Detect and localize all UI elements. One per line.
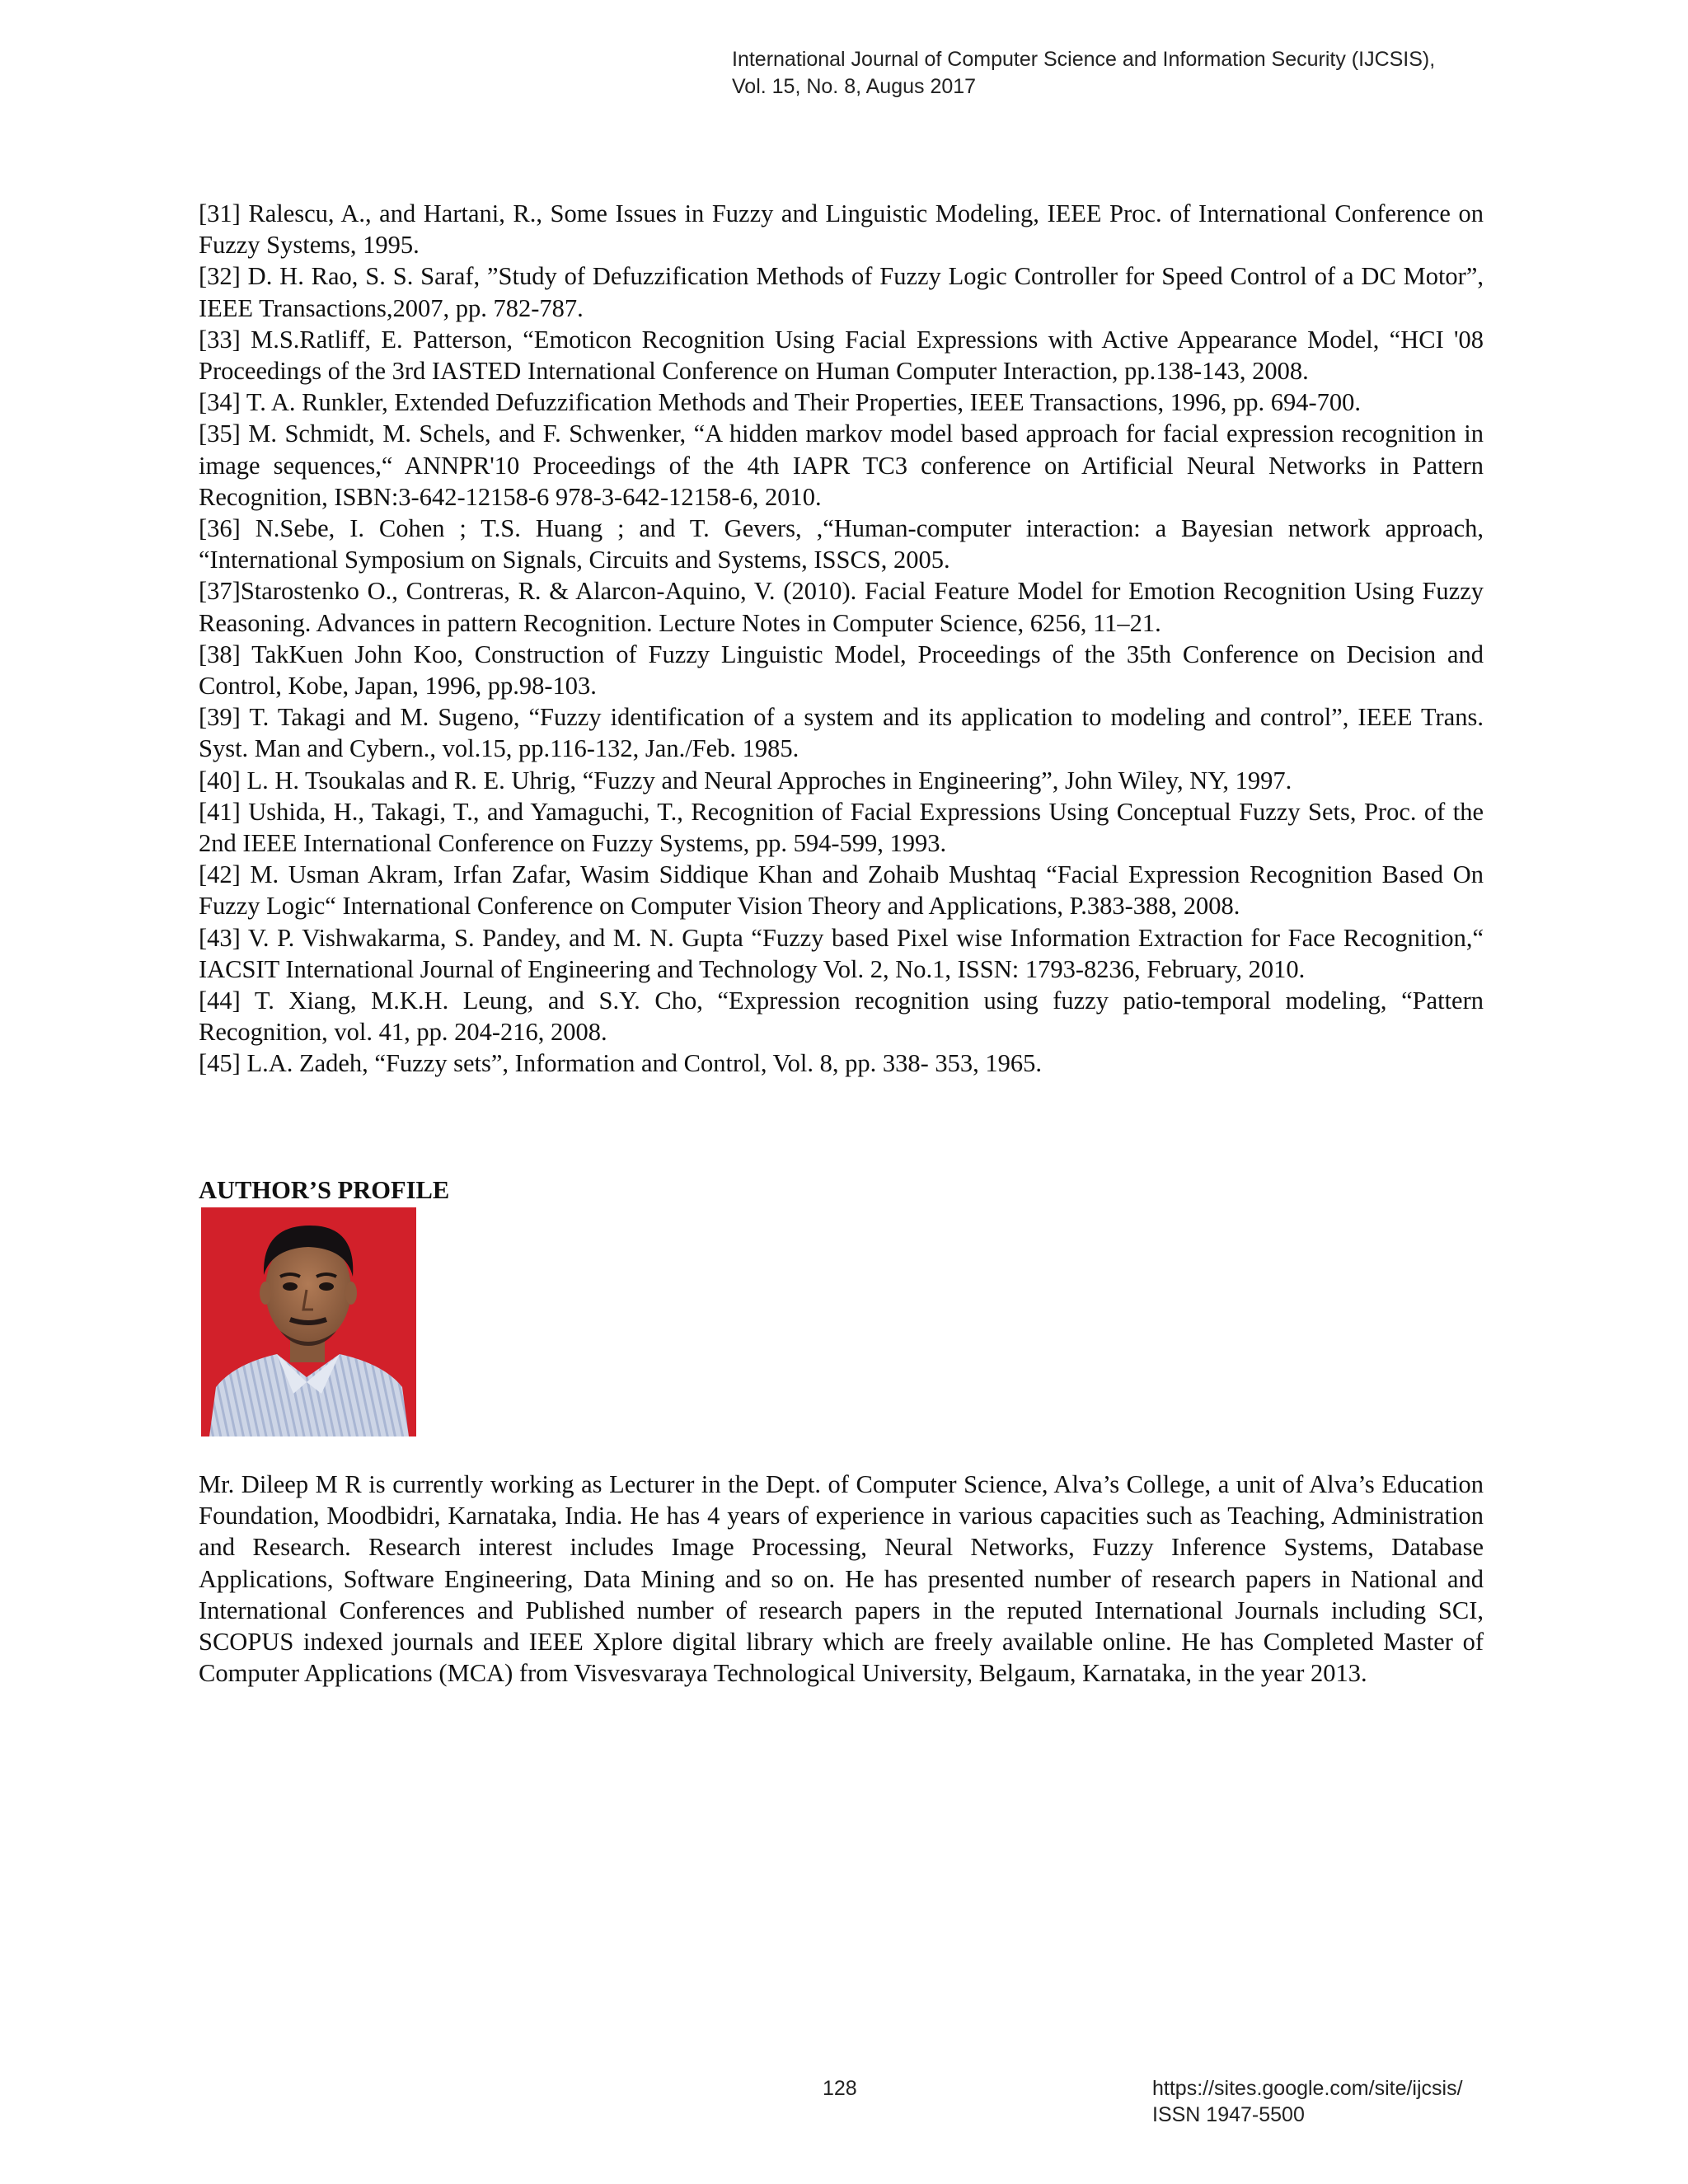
reference-item: [40] L. H. Tsoukalas and R. E. Uhrig, “Fuzzy and Neural Approches in Engineering”, John Wiley, NY, 1997. (199, 766, 1292, 794)
reference-item: [36] N.Sebe, I. Cohen ; T.S. Huang ; and T. Gevers, ,“Human-computer interaction: a Bayesian network approach, “International Symposium on Signals, Circuits and Systems, ISSCS, 2005. (199, 514, 1484, 574)
author-profile-heading: AUTHOR’S PROFILE (199, 1176, 450, 1204)
page-number: 128 (823, 2077, 857, 2100)
reference-item: [32] D. H. Rao, S. S. Saraf, ”Study of Defuzzification Methods of Fuzzy Logic Controller for Speed Control of a DC Motor”, IEEE Transactions,2007, pp. 782-787. (199, 262, 1484, 322)
reference-item: [33] M.S.Ratliff, E. Patterson, “Emoticon Recognition Using Facial Expressions with Active Appearance Model, “HCI '08 Proceedings of the 3rd IASTED International Conference on Human Computer Interaction, pp.138-143, 2008. (199, 325, 1484, 386)
reference-item: [39] T. Takagi and M. Sugeno, “Fuzzy identification of a system and its application to modeling and control”, IEEE Trans. Syst. Man and Cybern., vol.15, pp.116-132, Jan./Feb. 1985. (199, 703, 1484, 763)
journal-title: International Journal of Computer Science and Information Security (IJCSIS), (732, 48, 1436, 71)
journal-issn: ISSN 1947-5500 (1152, 2103, 1305, 2126)
reference-item: [42] M. Usman Akram, Irfan Zafar, Wasim Siddique Khan and Zohaib Mushtaq “Facial Expression Recognition Based On Fuzzy Logic“ International Conference on Computer Vision Theory and Applications, P.383-388, 2008. (199, 860, 1484, 921)
footer-info (1152, 2075, 1463, 2128)
reference-item: [45] L.A. Zadeh, “Fuzzy sets”, Information and Control, Vol. 8, pp. 338- 353, 1965. (199, 1049, 1043, 1078)
author-photo (201, 1207, 416, 1436)
reference-item: [41] Ushida, H., Takagi, T., and Yamaguchi, T., Recognition of Facial Expressions Using Conceptual Fuzzy Sets, Proc. of the 2nd IEEE International Conference on Fuzzy Systems, pp. 594-599, 1993. (199, 797, 1484, 858)
reference-item: [31] Ralescu, A., and Hartani, R., Some Issues in Fuzzy and Linguistic Modeling, IEEE Proc. of International Conference on Fuzzy Systems, 1995. (199, 199, 1484, 260)
reference-item: [37]Starostenko O., Contreras, R. & Alarcon-Aquino, V. (2010). Facial Feature Model for Emotion Recognition Using Fuzzy Reasoning. Advances in pattern Recognition. Lecture Notes in Computer Science, 6256, 11–21. (199, 577, 1484, 637)
reference-item: [34] T. A. Runkler, Extended Defuzzification Methods and Their Properties, IEEE Transactions, 1996, pp. 694-700. (199, 388, 1361, 417)
reference-list (199, 198, 1484, 1080)
journal-url[interactable]: https://sites.google.com/site/ijcsis/ (1152, 2077, 1463, 2100)
journal-volume: Vol. 15, No. 8, Augus 2017 (732, 75, 977, 98)
journal-header (732, 46, 1556, 101)
reference-item: [35] M. Schmidt, M. Schels, and F. Schwenker, “A hidden markov model based approach for facial expression recognition in image sequences,“ ANNPR'10 Proceedings of the 4th IAPR TC3 conference on Artificial Neural Networks in Pattern Recognition, ISBN:3-642-12158-6 978-3-642-12158-6, 2010. (199, 419, 1484, 511)
reference-item: [44] T. Xiang, M.K.H. Leung, and S.Y. Cho, “Expression recognition using fuzzy patio-temporal modeling, “Pattern Recognition, vol. 41, pp. 204-216, 2008. (199, 987, 1484, 1047)
reference-item: [38] TakKuen John Koo, Construction of Fuzzy Linguistic Model, Proceedings of the 35th Conference on Decision and Control, Kobe, Japan, 1996, pp.98-103. (199, 640, 1484, 701)
author-bio: Mr. Dileep M R is currently working as Lecturer in the Dept. of Computer Science, Alva’s College, a unit of Alva’s Education Foundation, Moodbidri, Karnataka, India. He has 4 years of experience in various capacities such as Teaching, Administration and Research. Research interest includes Image Processing, Neural Networks, Fuzzy Inference Systems, Database Applications, Software Engineering, Data Mining and so on. He has presented number of research papers in National and International Conferences and Published number of research papers in the reputed International Journals including SCI, SCOPUS indexed journals and IEEE Xplore digital library which are freely available online. He has Completed Master of Computer Applications (MCA) from Visvesvaraya Technological University, Belgaum, Karnataka, in the year 2013. (199, 1470, 1484, 1688)
reference-item: [43] V. P. Vishwakarma, S. Pandey, and M. N. Gupta “Fuzzy based Pixel wise Information Extraction for Face Recognition,“ IACSIT International Journal of Engineering and Technology Vol. 2, No.1, ISSN: 1793-8236, February, 2010. (199, 923, 1484, 983)
